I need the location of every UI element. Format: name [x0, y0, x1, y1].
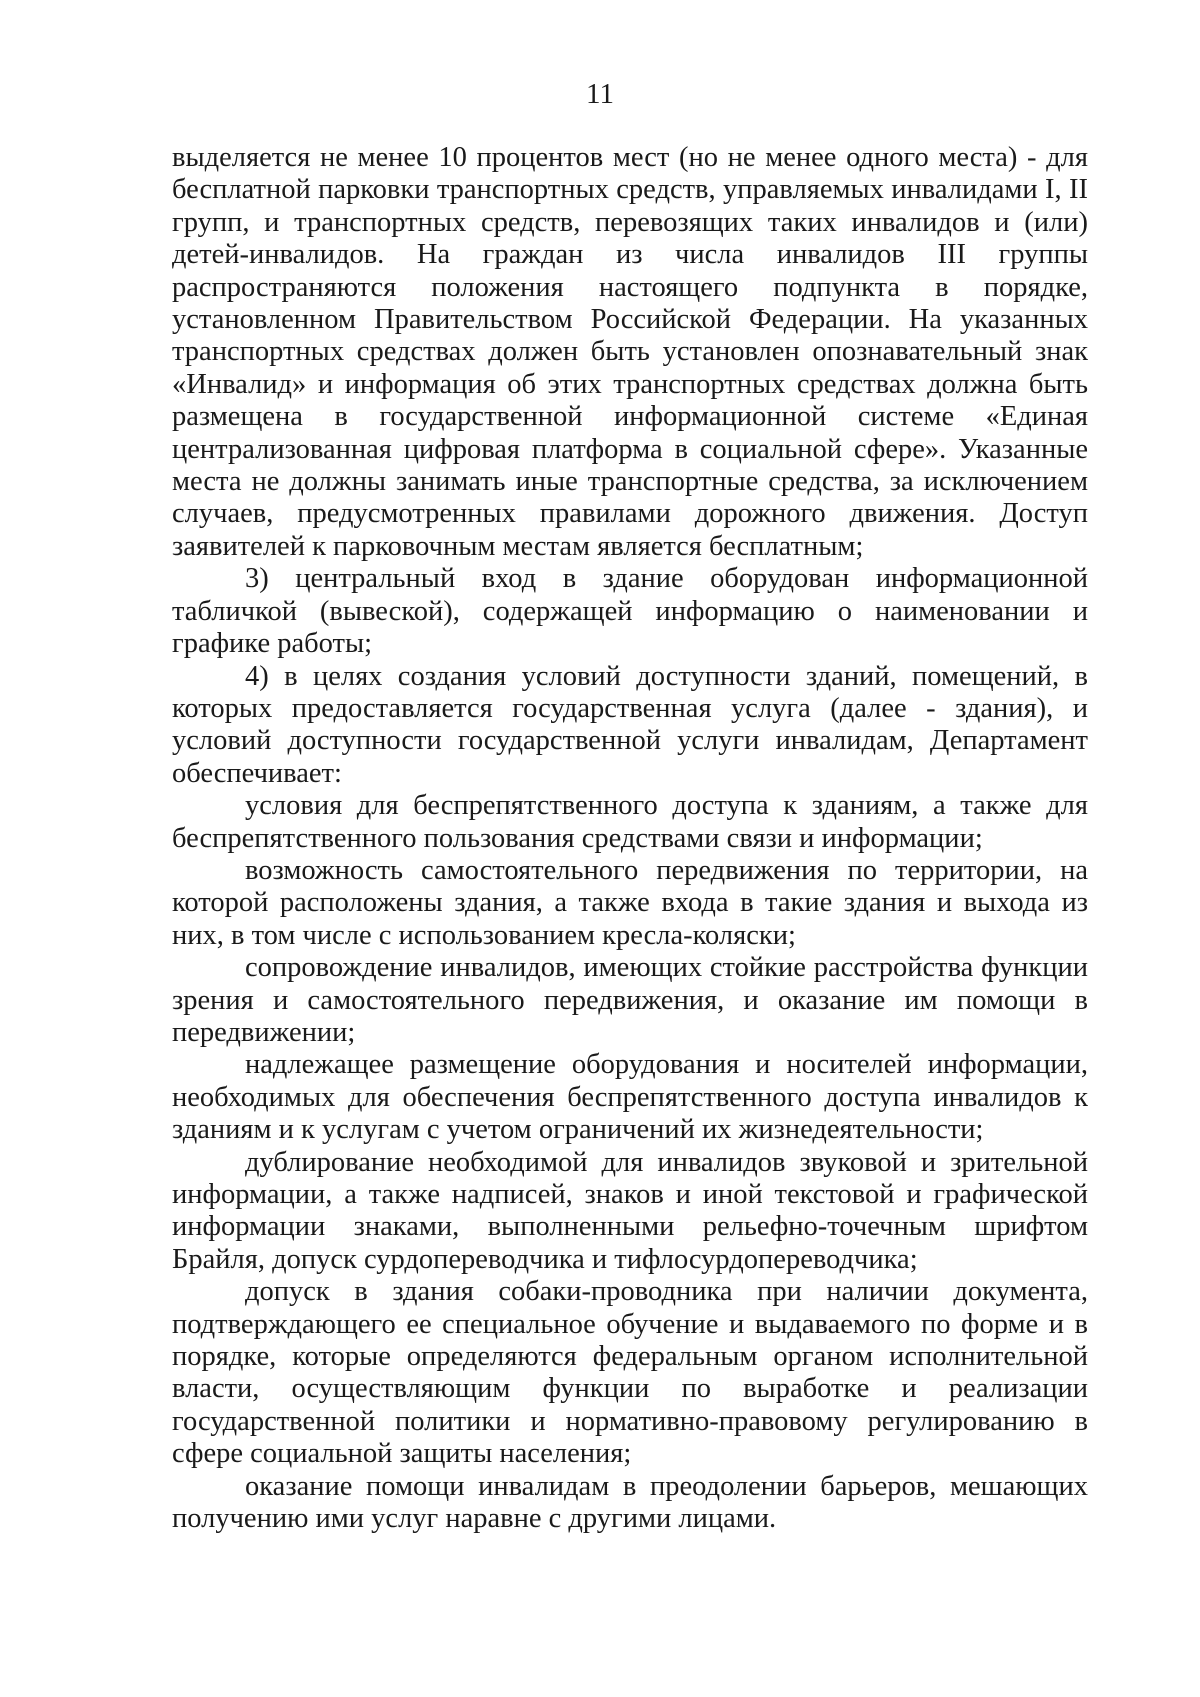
paragraph-parking-continuation: выделяется не менее 10 процентов мест (но не менее одного места) - для бесплатной парковки транспортных средств, управляемых инвалидами I, II групп, и транспортных средств, перевозящих таких инвалидов и (или) детей-инвалидов. На граждан из числа инвалидов III группы распространяются положения настоящего подпункта в порядке, установленном Правительством Российской Федерации. На указанных транспортных средствах должен быть установлен опознавательный знак «Инвалид» и информация об этих транспортных средствах должна быть размещена в государственной информационной системе «Единая централизованная цифровая платформа в социальной сфере». Указанные места не должны занимать иные транспортные средства, за исключением случаев, предусмотренных правилами дорожного движения. Доступ заявителей к парковочным местам является бесплатным;: [172, 142, 1088, 562]
paragraph-equipment-placement: надлежащее размещение оборудования и носителей информации, необходимых для обеспечения беспрепятственного доступа инвалидов к зданиям и к услугам с учетом ограничений их жизнедеятельности;: [172, 1049, 1088, 1146]
paragraph-movement: возможность самостоятельного передвижения по территории, на которой расположены здания, а также входа в такие здания и выхода из них, в том числе с использованием кресла-коляски;: [172, 854, 1088, 951]
paragraph-guide-dog: допуск в здания собаки-проводника при наличии документа, подтверждающего ее специальное обучение и выдаваемого по форме и в порядке, которые определяются федеральным органом исполнительной власти, осуществляющим функции по выработке и реализации государственной политики и нормативно-правовому регулированию в сфере социальной защиты населения;: [172, 1276, 1088, 1470]
page-number: 11: [586, 78, 614, 110]
paragraph-item-3: 3) центральный вход в здание оборудован информационной табличкой (вывеской), содержащей информацию о наименовании и графике работы;: [172, 563, 1088, 660]
paragraph-assistance: оказание помощи инвалидам в преодолении барьеров, мешающих получению ими услуг наравне с другими лицами.: [172, 1470, 1088, 1535]
paragraph-escort: сопровождение инвалидов, имеющих стойкие расстройства функции зрения и самостоятельного передвижения, и оказание им помощи в передвижении;: [172, 952, 1088, 1048]
paragraph-access-conditions: условия для беспрепятственного доступа к зданиям, а также для беспрепятственного пользования средствами связи и информации;: [172, 790, 1088, 854]
document-body: [172, 142, 1088, 1535]
paragraph-item-4: 4) в целях создания условий доступности зданий, помещений, в которых предоставляется государственная услуга (далее - здания), и условий доступности государственной услуги инвалидам, Департамент обеспечивает:: [172, 660, 1088, 789]
paragraph-duplication: дублирование необходимой для инвалидов звуковой и зрительной информации, а также надписей, знаков и иной текстовой и графической информации знаками, выполненными рельефно-точечным шрифтом Брайля, допуск сурдопереводчика и тифлосурдопереводчика;: [172, 1146, 1088, 1275]
